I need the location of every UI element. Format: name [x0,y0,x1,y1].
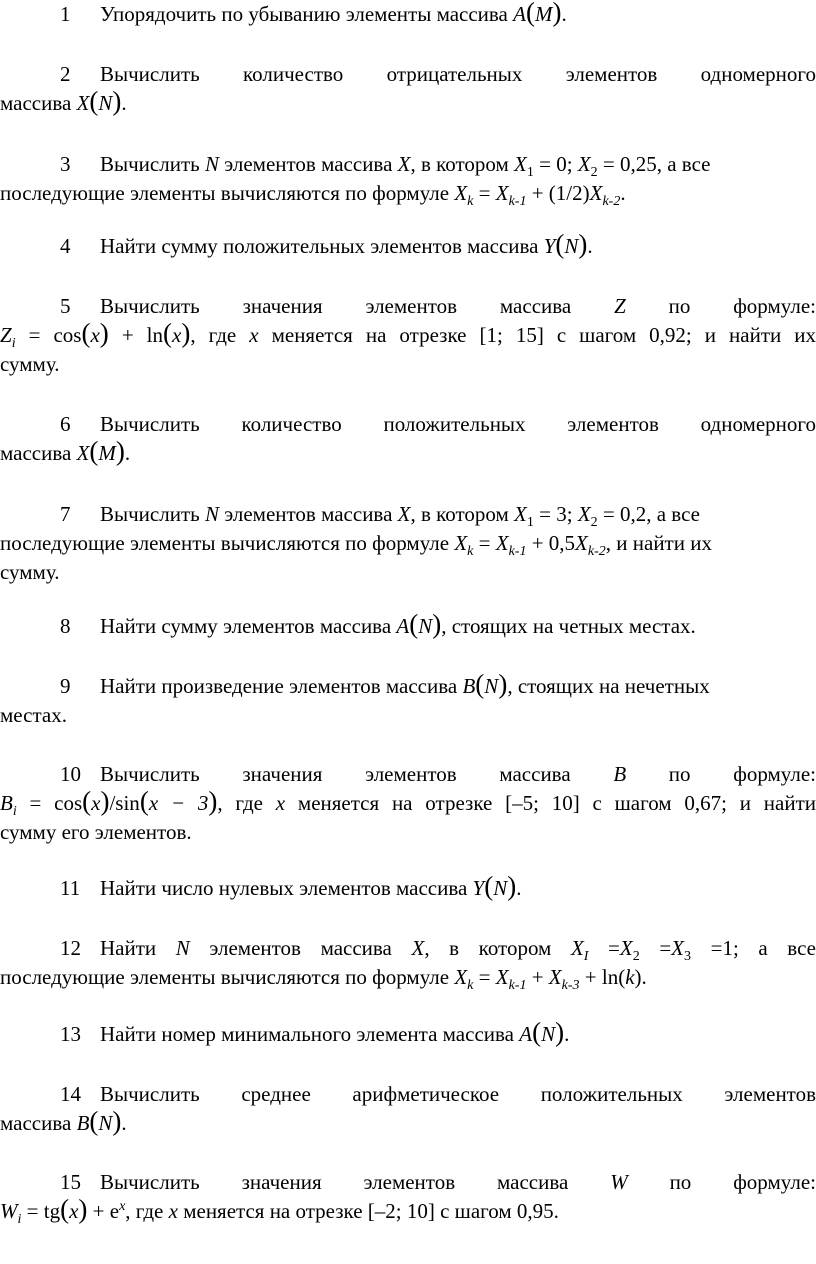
task-9: 9 Найти произведение элементов массива B(N), стоящих на нечетных местах. [0,669,710,727]
task-3: 3 Вычислить N элементов массива X, в котором $X_1 = 0$; $X_2 = 0,25$, а все последующие элементы вычисляются по формуле $X_k = X_{k-1} + (1/2)X_{k-2}$. [0,152,711,210]
task-2: 2 Вычислить количество отрицательных элементов одномерного массива X(N). [0,62,816,116]
task-5: 5 Вычислить значения элементов массива Z по формуле: $Z_i = \cos(x) + \ln(x)$, где x меняется на отрезке [1; 15] с шагом 0,92; и найти их сумму. [0,294,816,376]
task-13: 13 Найти номер минимального элемента массива A(N). [60,1017,570,1047]
formula-w: $W_i = tg(x) + e^x$ [0,1194,126,1228]
task-10: 10 Вычислить значения элементов массива B по формуле: $B_i = \cos(x)/\sin(x - 3)$, где x меняется на отрезке [–5; 10] с шагом 0,67; и найти сумму его элементов. [0,762,816,844]
formula-b: $B_i = \cos(x)/\sin(x - 3)$ [0,786,218,820]
task-4: 4 Найти сумму положительных элементов массива Y(N). [60,229,593,259]
task-11: 11 Найти число нулевых элементов массива Y(N). [60,871,522,901]
task-1: 1 Упорядочить по убыванию элементы массива A(M). [0,0,816,29]
task-6: 6 Вычислить количество положительных элементов одномерного массива X(M). [0,412,816,466]
task-15: 15 Вычислить значения элементов массива W по формуле: $W_i = tg(x) + e^x$, где x меняется на отрезке [–2; 10] с шагом 0,95. [0,1170,816,1228]
formula-z: $Z_i = \cos(x) + \ln(x)$ [0,318,191,352]
task-14: 14 Вычислить среднее арифметическое положительных элементов массива B(N). [0,1082,816,1136]
task-12: 12 Найти N элементов массива X, в котором $X_I =X_2 =X_3 =1$; а все последующие элементы вычисляются по формуле $X_k = X_{k-1} + X_{k-3} + \ln(k)$. [0,936,816,994]
task-7: 7 Вычислить N элементов массива X, в котором $X_1 = 3$; $X_2 = 0,2$, а все последующие элементы вычисляются по формуле $X_k = X_{k-1} + 0,5X_{k-2}$, и найти их сумму. [0,502,712,584]
task-number: 1 [60,2,71,26]
task-8: 8 Найти сумму элементов массива A(N), стоящих на четных местах. [60,609,696,639]
